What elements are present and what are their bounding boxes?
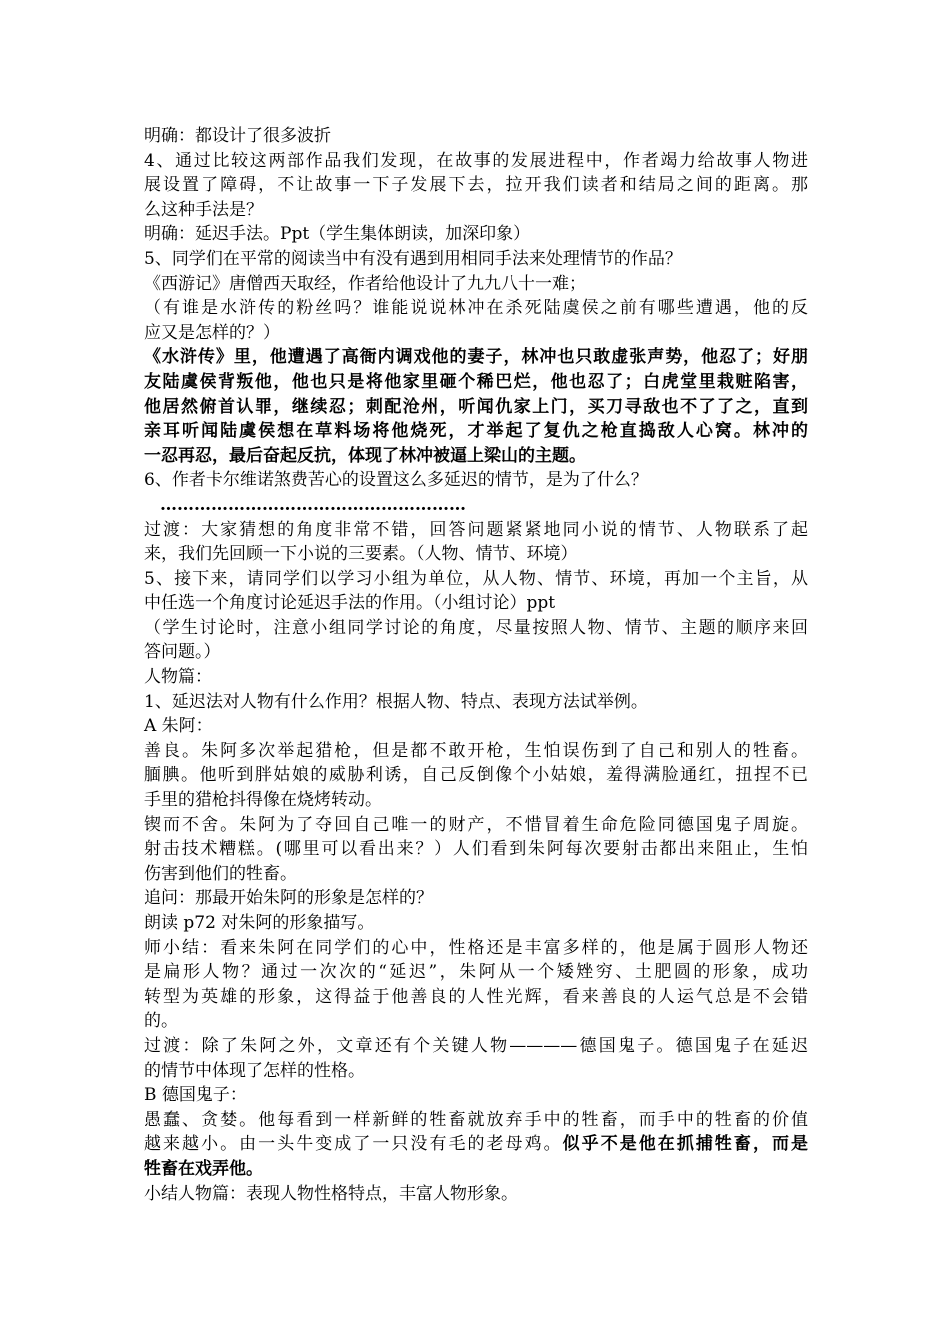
bold-segment: 似乎不是他在抓捕牲畜，而是 bbox=[562, 1134, 809, 1155]
text-line: 朗读 p72 对朱阿的形象描写。 bbox=[144, 913, 375, 933]
text-line: 牲畜在戏弄他。 bbox=[144, 1158, 263, 1179]
text-line: 5、同学们在平常的阅读当中有没有遇到用相同手法来处理情节的作品？ bbox=[144, 248, 682, 269]
text-line: A 朱阿： bbox=[144, 716, 213, 737]
text-line: 亲耳听闻陆虞侯想在草料场将他烧死，才举起了复仇之枪直捣敌人心窝。林冲的 bbox=[144, 421, 808, 442]
text-line: 他居然俯首认罪，继续忍；刺配沧州，听闻仇家上门，买刀寻敌也不了了之，直到 bbox=[144, 396, 808, 417]
text-line: 答问题。） bbox=[144, 642, 221, 663]
text-line: （有谁是水浒传的粉丝吗？谁能说说林冲在杀死陆虞侯之前有哪些遭遇，他的反 bbox=[144, 298, 808, 319]
text-line: 5、接下来，请同学们以学习小组为单位，从人物、情节、环境，再加一个主旨，从 bbox=[144, 568, 808, 589]
text-line: ……………………………………………… bbox=[160, 494, 466, 515]
text-line: 射击技术糟糕。(哪里可以看出来？）人们看到朱阿每次要射击都出来阻止，生怕 bbox=[144, 839, 808, 860]
text-line: 伤害到他们的牲畜。 bbox=[144, 863, 297, 884]
text-line: 《水浒传》里，他遭遇了高衙内调戏他的妻子，林冲也只敢虚张声势，他忍了；好朋 bbox=[144, 347, 808, 368]
document-page bbox=[144, 124, 808, 1206]
text-line: 来，我们先回顾一下小说的三要素。（人物、情节、环境） bbox=[144, 544, 578, 565]
text-segment: 越来越小。由一头牛变成了一只没有毛的老母鸡。 bbox=[144, 1134, 563, 1155]
text-line: 师小结：看来朱阿在同学们的心中，性格还是丰富多样的，他是属于圆形人物还 bbox=[144, 937, 808, 958]
text-line: 过渡：除了朱阿之外，文章还有个关键人物————德国鬼子。德国鬼子在延迟 bbox=[144, 1035, 808, 1056]
text-line: 转型为英雄的形象，这得益于他善良的人性光辉，看来善良的人运气总是不会错 bbox=[144, 986, 808, 1007]
text-line: 人物篇： bbox=[144, 667, 212, 688]
text-line: B 德国鬼子： bbox=[144, 1085, 247, 1106]
text-line: 是扁形人物？通过一次次的“延迟”，朱阿从一个矮矬穷、土肥圆的形象，成功 bbox=[144, 962, 808, 983]
text-line: （学生讨论时，注意小组同学讨论的角度，尽量按照人物、情节、主题的顺序来回 bbox=[144, 617, 808, 638]
text-line: 腼腆。他听到胖姑娘的威胁利诱，自己反倒像个小姑娘，羞得满脸通红，扭捏不已 bbox=[144, 765, 808, 786]
text-line: 追问：那最开始朱阿的形象是怎样的？ bbox=[144, 888, 433, 909]
text-line: 6、作者卡尔维诺煞费苦心的设置这么多延迟的情节，是为了什么？ bbox=[144, 470, 648, 491]
text-line: 的情节中体现了怎样的性格。 bbox=[144, 1060, 365, 1081]
text-line: 展设置了障碍，不让故事一下子发展下去，拉开我们读者和结局之间的距离。那 bbox=[144, 175, 808, 196]
text-line: 手里的猎枪抖得像在烧烤转动。 bbox=[144, 790, 382, 811]
text-line: 一忍再忍，最后奋起反抗，体现了林冲被逼上梁山的主题。 bbox=[144, 445, 586, 466]
text-line: 4、通过比较这两部作品我们发现，在故事的发展进程中，作者竭力给故事人物进 bbox=[144, 150, 808, 171]
text-line: 锲而不舍。朱阿为了夺回自己唯一的财产，不惜冒着生命危险同德国鬼子周旋。 bbox=[144, 814, 808, 835]
text-line: 《西游记》唐僧西天取经，作者给他设计了九九八十一难； bbox=[144, 273, 586, 294]
text-line: 1、延迟法对人物有什么作用？根据人物、特点、表现方法试举例。 bbox=[144, 691, 648, 712]
text-line: 小结人物篇：表现人物性格特点，丰富人物形象。 bbox=[144, 1183, 518, 1204]
text-line: 愚蠢、贪婪。他每看到一样新鲜的牲畜就放弃手中的牲畜，而手中的牲畜的价值 bbox=[144, 1109, 808, 1130]
text-line: 友陆虞侯背叛他，他也只是将他家里砸个稀巴烂，他也忍了；白虎堂里栽赃陷害， bbox=[144, 371, 808, 392]
text-line: 明确：都设计了很多波折 bbox=[144, 126, 331, 146]
text-line: 的。 bbox=[144, 1011, 178, 1032]
text-line: 应又是怎样的？） bbox=[144, 322, 280, 343]
text-line: 善良。朱阿多次举起猎枪，但是都不敢开枪，生怕误伤到了自己和别人的牲畜。 bbox=[144, 740, 808, 761]
text-line bbox=[144, 1132, 808, 1157]
text-line: 明确：延迟手法。Ppt（学生集体朗读，加深印象） bbox=[144, 224, 531, 245]
text-line: 中任选一个角度讨论延迟手法的作用。（小组讨论）ppt bbox=[144, 593, 556, 614]
text-line: 么这种手法是？ bbox=[144, 199, 263, 220]
text-line: 过渡：大家猜想的角度非常不错，回答问题紧紧地同小说的情节、人物联系了起 bbox=[144, 519, 808, 540]
